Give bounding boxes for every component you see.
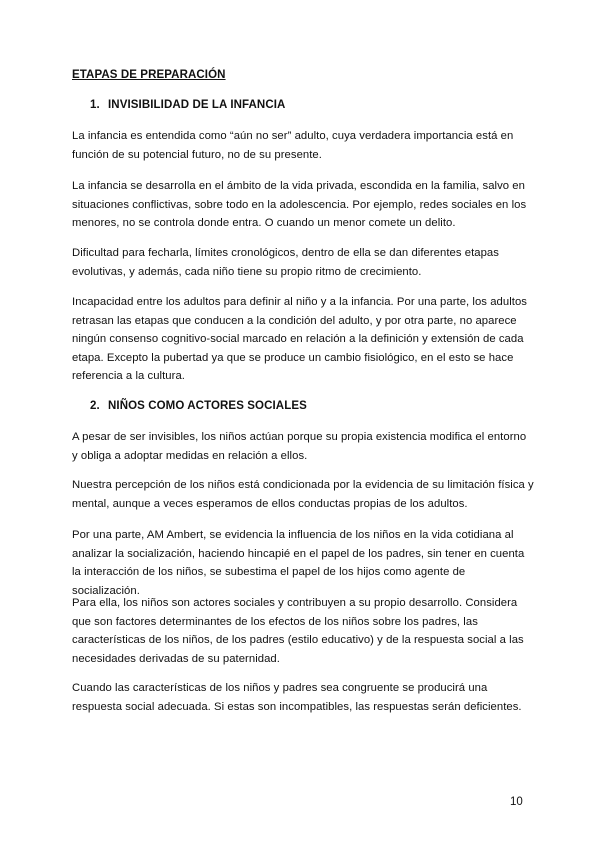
section-heading-1	[90, 99, 285, 111]
paragraph-2-1: A pesar de ser invisibles, los niños actúan porque su propia existencia modifica el entorno y obliga a adoptar medidas en relación a ellos.	[72, 431, 527, 462]
section-title-2: NIÑOS COMO ACTORES SOCIALES	[108, 400, 307, 412]
document-title: ETAPAS DE PREPARACIÓN	[72, 69, 226, 81]
page-number: 10	[510, 796, 523, 808]
paragraph-1-1: La infancia es entendida como “aún no ser” adulto, cuya verdadera importancia está en función de su potencial futuro, no de su presente.	[72, 130, 514, 161]
paragraph-1-2: La infancia se desarrolla en el ámbito de la vida privada, escondida en la familia, salvo en situaciones conflictivas, sobre todo en la adolescencia. Por ejemplo, redes sociales en los menores, no se controla donde entra. O cuando un menor comete un delito.	[72, 180, 527, 229]
section-heading-2	[90, 400, 307, 412]
paragraph-2-4: Para ella, los niños son actores sociales y contribuyen a su propio desarrollo. Considera que son factores determinantes de los efectos de los niños sobre los padres, las características de los niños, de los padres (estilo educativo) y de la respuesta social a las necesidades derivadas de su paternidad.	[72, 597, 524, 665]
paragraph-2-3: Por una parte, AM Ambert, se evidencia la influencia de los niños en la vida cotidiana al analizar la socialización, haciendo hincapié en el papel de los padres, sin tener en cuenta la interacción de los niños, se subestima el papel de los hijos como agente de socialización.	[72, 529, 525, 597]
paragraph-1-4: Incapacidad entre los adultos para definir al niño y a la infancia. Por una parte, los adultos retrasan las etapas que conducen a la condición del adulto, y por otra parte, no aparece ningún consenso cognitivo-social marcado en relación a la definición y extensión de cada etapa. Excepto la pubertad ya que se produce un cambio fisiológico, en el esto se hace referencia a la cultura.	[72, 296, 527, 382]
section-number-2: 2.	[90, 400, 100, 412]
paragraph-1-3: Dificultad para fecharla, límites cronológicos, dentro de ella se dan diferentes etapas evolutivas, y además, cada niño tiene su propio ritmo de crecimiento.	[72, 247, 499, 278]
paragraph-2-2: Nuestra percepción de los niños está condicionada por la evidencia de su limitación física y mental, aunque a veces esperamos de ellos conductas propias de los adultos.	[72, 479, 534, 510]
section-number-1: 1.	[90, 99, 100, 111]
paragraph-2-5: Cuando las características de los niños y padres sea congruente se producirá una respuesta social adecuada. Si estas son incompatibles, las respuestas serán deficientes.	[72, 682, 522, 713]
section-title-1: INVISIBILIDAD DE LA INFANCIA	[108, 99, 286, 111]
